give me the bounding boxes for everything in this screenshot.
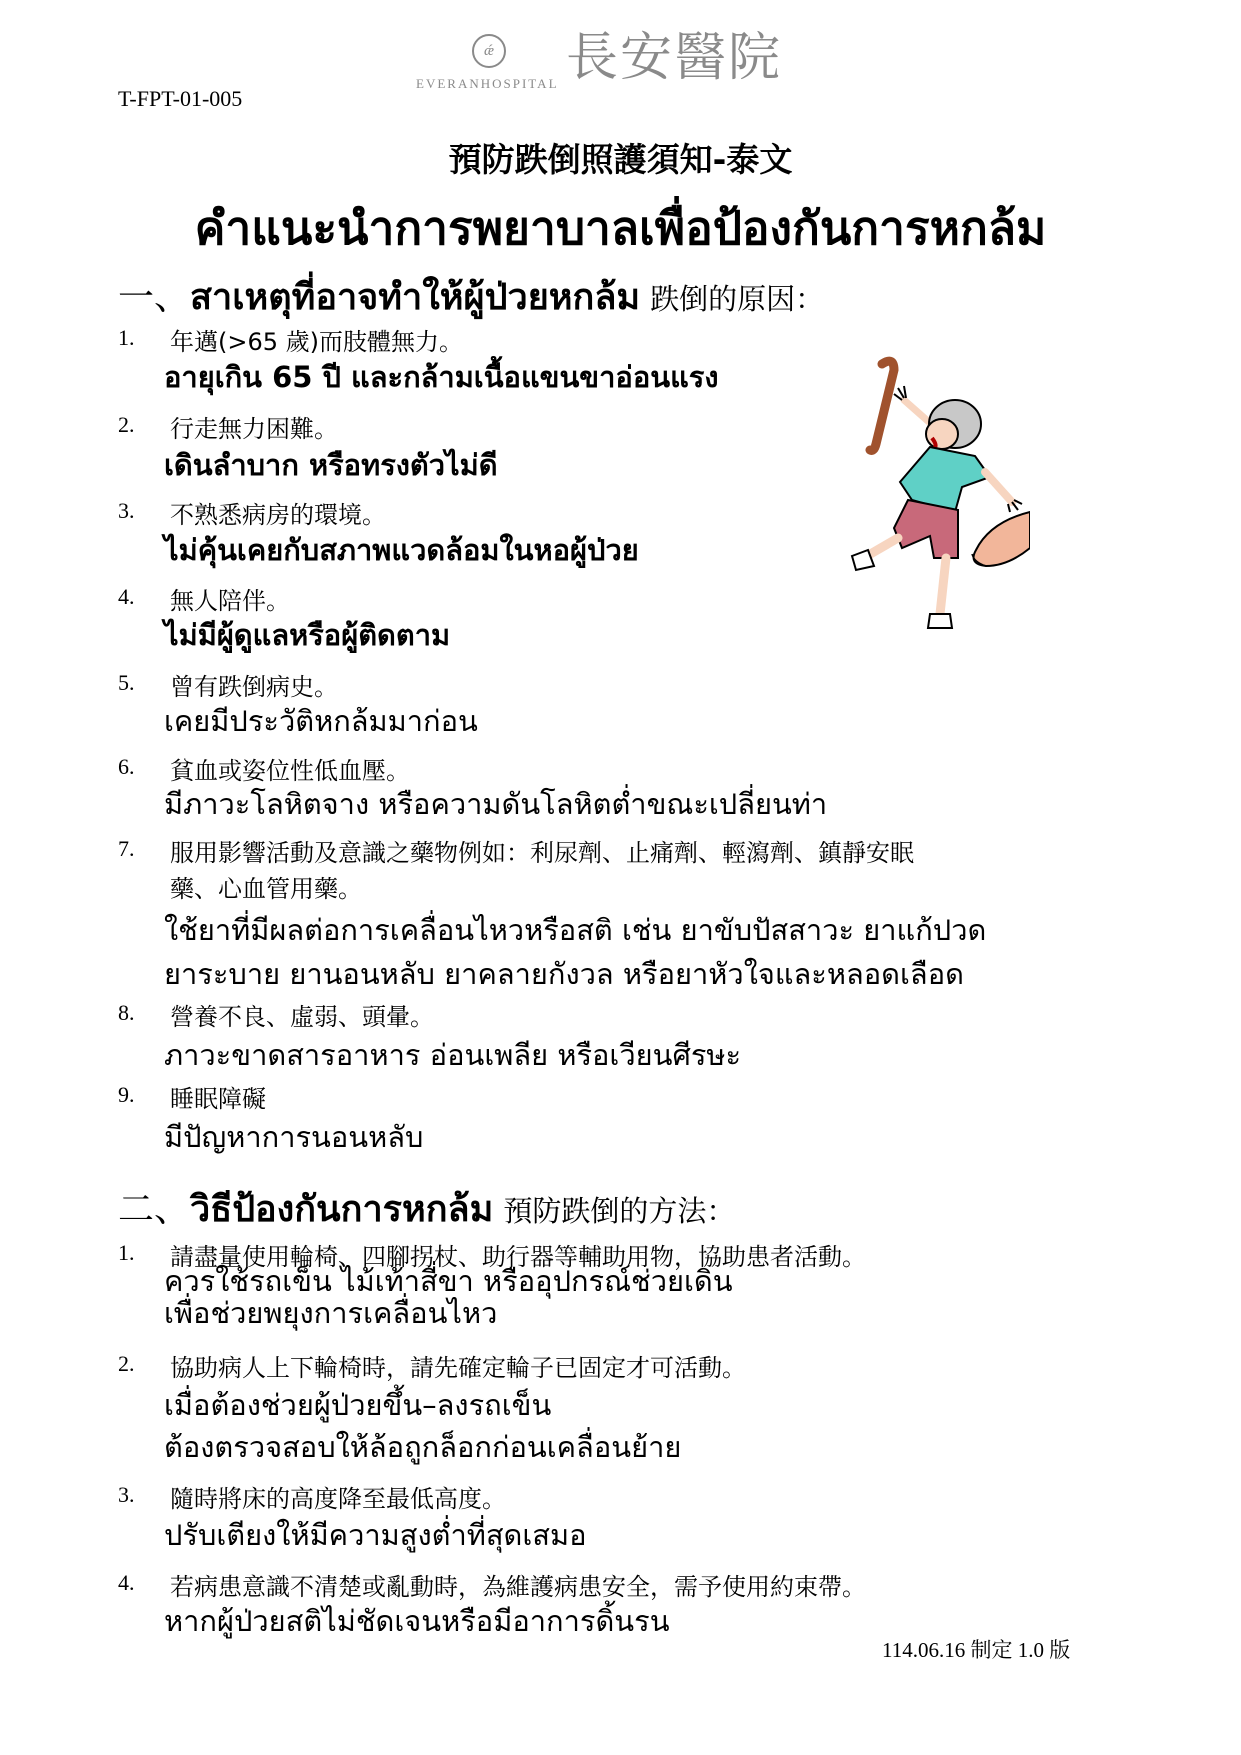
logo-english-name: EVERANHOSPITAL bbox=[416, 76, 559, 91]
list-item-number: 3. bbox=[118, 498, 135, 523]
section2-heading bbox=[118, 1180, 735, 1237]
list-item-chinese: 無人陪伴。 bbox=[170, 587, 290, 615]
list-item-chinese: 年邁(>65 歲)而肢體無力。 bbox=[170, 328, 464, 356]
list-item-chinese: 貧血或姿位性低血壓。 bbox=[170, 757, 410, 785]
list-item-chinese: 請盡量使用輪椅、四腳拐杖、助行器等輔助用物，協助患者活動。 bbox=[170, 1243, 866, 1271]
list-item-thai: ใช้ยาที่มีผลต่อการเคลื่อนไหวหรือสติ เช่น ยาขับปัสสาวะ ยาแก้ปวด bbox=[164, 913, 987, 947]
list-item-thai: ควรใช้รถเข็น ไม้เท้าสี่ขา หรืออุปกรณ์ช่วยเดิน bbox=[164, 1264, 733, 1298]
list-item-chinese: 曾有跌倒病史。 bbox=[170, 673, 338, 701]
list-item-number: 9. bbox=[118, 1082, 135, 1107]
list-item-number: 2. bbox=[118, 1351, 135, 1376]
list-item-thai: อายุเกิน 65 ปี และกล้ามเนื้อแขนขาอ่อนแรง bbox=[164, 360, 719, 394]
section2-heading-thai: วิธีป้องกันการหกล้ม bbox=[190, 1189, 494, 1230]
list-item-thai: มีภาวะโลหิตจาง หรือความดันโลหิตต่ำขณะเปลี่ยนท่า bbox=[164, 787, 828, 821]
hospital-logo bbox=[408, 30, 828, 100]
list-item-thai: ปรับเตียงให้มีความสูงต่ำที่สุดเสมอ bbox=[164, 1518, 587, 1552]
list-item-chinese: 隨時將床的高度降至最低高度。 bbox=[170, 1485, 506, 1513]
document-code: T-FPT-01-005 bbox=[118, 86, 243, 111]
list-item-number: 2. bbox=[118, 412, 135, 437]
list-item-number: 1. bbox=[118, 1240, 135, 1265]
logo-emblem-icon: ǽ bbox=[472, 34, 506, 68]
list-item-thai: หากผู้ป่วยสติไม่ชัดเจนหรือมีอาการดิ้นรน bbox=[164, 1604, 670, 1638]
list-item-thai: ไม่มีผู้ดูแลหรือผู้ติดตาม bbox=[164, 618, 451, 652]
list-item-number: 6. bbox=[118, 754, 135, 779]
title-thai: คำแนะนำการพยาบาลเพื่อป้องกันการหกล้ม bbox=[194, 201, 1047, 255]
list-item-number: 8. bbox=[118, 1000, 135, 1025]
section2-heading-chinese: 預防跌倒的方法： bbox=[503, 1194, 736, 1228]
list-item-thai: เคยมีประวัติหกล้มมาก่อน bbox=[164, 704, 478, 738]
falling-man-illustration bbox=[790, 352, 1030, 682]
list-item-chinese: 不熟悉病房的環境。 bbox=[170, 501, 386, 529]
list-item-chinese: 協助病人上下輪椅時，請先確定輪子已固定才可活動。 bbox=[170, 1354, 746, 1382]
list-item-thai-cont: ยาระบาย ยานอนหลับ ยาคลายกังวล หรือยาหัวใจและหลอดเลือด bbox=[164, 957, 964, 991]
version-footer: 114.06.16 制定 1.0 版 bbox=[882, 1638, 1071, 1662]
section2-number: 二、 bbox=[118, 1189, 191, 1230]
list-item-thai: ภาวะขาดสารอาหาร อ่อนเพลีย หรือเวียนศีรษะ bbox=[164, 1038, 742, 1072]
list-item-number: 5. bbox=[118, 670, 135, 695]
logo-chinese-name: 長安醫院 bbox=[566, 28, 783, 88]
list-item-number: 1. bbox=[118, 325, 135, 350]
list-item-chinese: 睡眠障礙 bbox=[170, 1085, 266, 1113]
title-chinese: 預防跌倒照護須知-泰文 bbox=[448, 140, 793, 179]
list-item-number: 4. bbox=[118, 584, 135, 609]
section1-heading-chinese: 跌倒的原因： bbox=[650, 282, 825, 316]
list-item-number: 7. bbox=[118, 836, 135, 861]
list-item-thai-cont: ต้องตรวจสอบให้ล้อถูกล็อกก่อนเคลื่อนย้าย bbox=[164, 1430, 682, 1464]
list-item-thai-cont: เพื่อช่วยพยุงการเคลื่อนไหว bbox=[164, 1296, 498, 1330]
section1-heading bbox=[118, 268, 824, 325]
list-item-chinese: 營養不良、虛弱、頭暈。 bbox=[170, 1003, 434, 1031]
list-item-thai: เมื่อต้องช่วยผู้ป่วยขึ้น–ลงรถเข็น bbox=[164, 1388, 552, 1422]
list-item-thai: ไม่คุ้นเคยกับสภาพแวดล้อมในหอผู้ป่วย bbox=[164, 533, 639, 567]
list-item-chinese: 若病患意識不清楚或亂動時，為維護病患安全，需予使用約束帶。 bbox=[170, 1573, 866, 1601]
list-item-number: 3. bbox=[118, 1482, 135, 1507]
section1-number: 一、 bbox=[118, 277, 191, 318]
list-item-thai: เดินลำบาก หรือทรงตัวไม่ดี bbox=[164, 448, 498, 482]
list-item-number: 4. bbox=[118, 1570, 135, 1595]
list-item-thai: มีปัญหาการนอนหลับ bbox=[164, 1120, 424, 1154]
list-item-chinese-cont: 藥、心血管用藥。 bbox=[170, 875, 362, 903]
list-item-chinese: 服用影響活動及意識之藥物例如：利尿劑、止痛劑、輕瀉劑、鎮靜安眠 bbox=[170, 839, 914, 867]
section1-heading-thai: สาเหตุที่อาจทำให้ผู้ป่วยหกล้ม bbox=[190, 277, 641, 318]
list-item-chinese: 行走無力困難。 bbox=[170, 415, 338, 443]
